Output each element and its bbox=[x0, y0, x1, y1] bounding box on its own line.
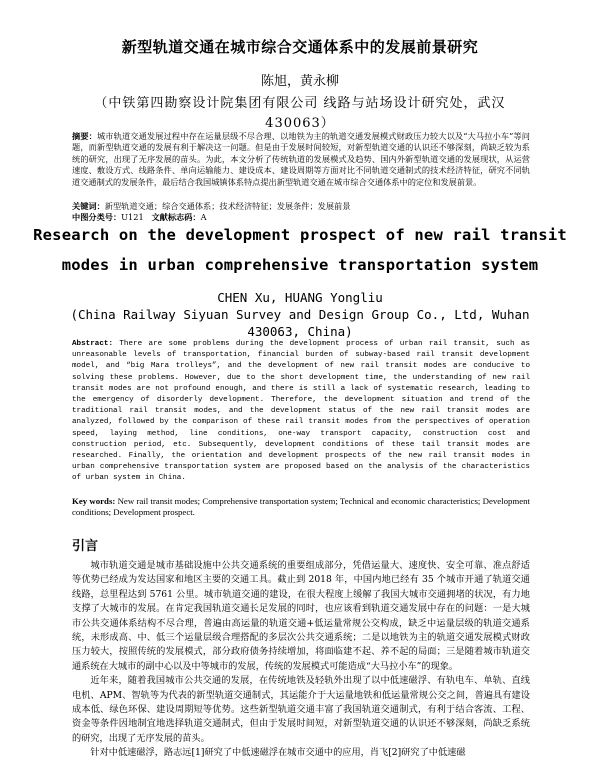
keywords-en bbox=[72, 496, 530, 518]
doc-code-label: 文献标志码： bbox=[151, 212, 201, 222]
intro-paragraph: 针对中低速磁浮，路志远[1]研究了中低速磁浮在城市交通中的应用，肖飞[2]研究了中低速磁 bbox=[90, 747, 466, 759]
classification-cn bbox=[72, 212, 530, 223]
keywords-cn-label: 关键词： bbox=[72, 201, 105, 211]
abstract-en-text: There are some problems during the development process of urban rail transit, such as unreasonable levels of transportation, financial burden of subway-based rail transit development model, and “big Mara trolleys”, and the development of new rail transit modes are conducive to solving these problems. However, due to the short development time, the understanding of new rail transit modes are not profound enough, and there is still a lack of systematic research, leading to the emergency of disorderly development. Therefore, the development situation and trend of the traditional rail transit modes, and the development status of the new rail transit modes are analyzed, followed by the comparison of these rail transit modes from the perspectives of operation speed, laying method, line conditions, one-way transport capacity, construction cost and construction period, etc. Subsequently, development conditions of these tail transit modes are researched. Finally, the orientation and development prospects of the new rail transit modes in urban comprehensive transportation system are proposed based on the analysis of the characteristics of urban system in China. bbox=[72, 340, 530, 483]
keywords-en-label: Key words: bbox=[72, 496, 116, 506]
section-heading-intro: 引言 bbox=[72, 539, 99, 554]
abstract-cn bbox=[72, 131, 530, 188]
keywords-en-text: New rail transit modes; Comprehensive transportation system; Technical and economic characteristics; Development conditions; Development prospect. bbox=[72, 496, 531, 517]
affiliation-cn: （中铁第四勘察设计院集团有限公司 线路与站场设计研究处，武汉 430063） bbox=[94, 96, 506, 131]
intro-paragraph: 城市轨道交通是城市基础设施中公共交通系统的重要组成部分，凭借运量大、速度快、安全可靠、准点舒适等优势已经成为发达国家和地区主要的交通工具。截止到 2018 年，中国内地已经有 35 个城市开通了轨道交通线路，总里程达到 5761 公里。城市轨道交通的建设，在很大程度上缓解了我国大城市交通拥堵的状况，有力地支撑了大城市的发展。在肯定我国轨道交通长足发展的同时，也应该看到轨道交通发展中存在的问题：一是大城市公共交通体系结构不尽合理，普遍由高运量的轨道交通+低运量常规公交构成，缺乏中运量层级的轨道交通系统，未形成高、中、低三个运量层级合理搭配的多层次公共交通系统；二是以地铁为主的轨道交通发展模式财政压力较大，按照传统的发展模式，部分政府债务持续增加，将面临建不起、养不起的局面；三是随着城市轨道交通系统在大城市的副中心以及中等城市的发展，传统的发展模式可能造成“大马拉小车”的现象。 bbox=[72, 560, 530, 672]
abstract-cn-text: 城市轨道交通发展过程中存在运量层级不尽合理、以地铁为主的轨道交通发展模式财政压力较大以及“大马拉小车”等问题，而新型轨道交通的发展有利于解决这一问题。但是由于发展时间较短，对新型轨道交通的认识还不够深刻，尚缺乏较为系统的研究，出现了无序发展的苗头。为此，本文分析了传统轨道的发展模式及趋势、国内外新型轨道交通的发展现状，从运营速度、敷设方式、线路条件、单向运输能力、建设成本、建设周期等方面对比不同轨道交通制式的技术经济特征，研究不同轨道交通制式的发展条件，最后结合我国城镇体系特点提出新型轨道交通在城市综合交通体系中的定位和发展前景。 bbox=[72, 131, 530, 187]
paper-title-en-line1: Research on the development prospect of new rail transit bbox=[33, 226, 567, 244]
authors-cn: 陈旭，黄永柳 bbox=[260, 74, 339, 89]
abstract-en-label: Abstract: bbox=[72, 340, 114, 348]
class-label: 中图分类号： bbox=[72, 212, 122, 222]
abstract-en bbox=[72, 339, 530, 485]
intro-body bbox=[72, 559, 530, 761]
affiliation-en: (China Railway Siyuan Survey and Design Group Co., Ltd, Wuhan 430063, China) bbox=[70, 307, 530, 339]
keywords-cn bbox=[72, 201, 530, 212]
authors-en: CHEN Xu, HUANG Yongliu bbox=[217, 290, 383, 305]
paper-title-cn: 新型轨道交通在城市综合交通体系中的发展前景研究 bbox=[121, 38, 479, 56]
intro-paragraph: 近年来，随着我国城市公共交通的发展，在传统地铁及轻轨外出现了以中低速磁浮、有轨电车、单轨、直线电机、APM、智轨等为代表的新型轨道交通制式，其运能介于大运量地铁和低运量常规公交之间，普遍具有建设成本低、绿色环保、建设周期短等优势。这些新型轨道交通丰富了我国轨道交通制式，有利于结合客流、工程、资金等条件因地制宜地选择轨道交通制式，但由于发展时间短，对新型轨道交通的认识还不够深刻，尚缺乏系统的研究，出现了无序发展的苗头。 bbox=[72, 675, 530, 744]
class-value: U121 bbox=[121, 212, 144, 222]
keywords-cn-text: 新型轨道交通；综合交通体系；技术经济特征；发展条件；发展前景 bbox=[104, 201, 351, 211]
abstract-cn-label: 摘要： bbox=[72, 131, 97, 141]
paper-title-en-line2: modes in urban comprehensive transportation system bbox=[61, 256, 539, 274]
doc-code-value: A bbox=[200, 212, 207, 222]
